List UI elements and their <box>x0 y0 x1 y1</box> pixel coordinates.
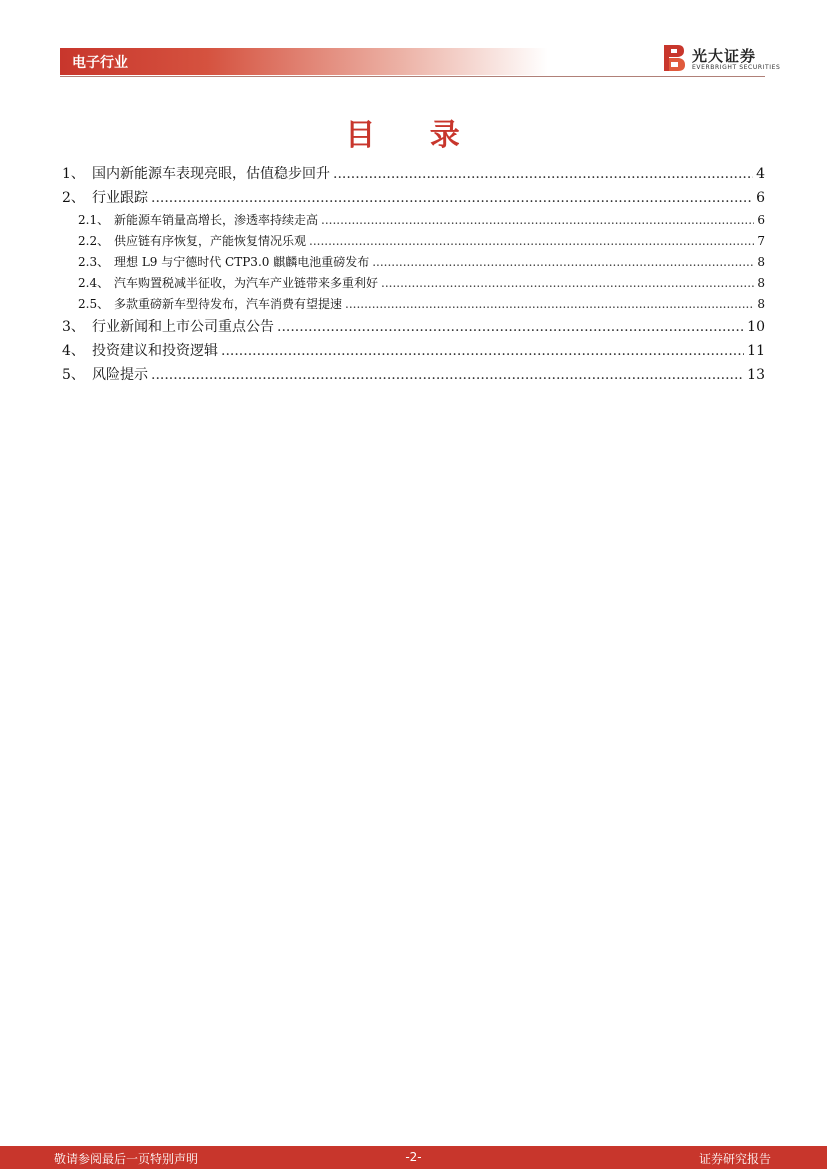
toc-entry-number: 3、 <box>62 319 85 335</box>
logo-subtitle: EVERBRIGHT SECURITIES <box>692 64 781 71</box>
toc-leader-dots <box>333 166 753 182</box>
toc-entry-title: 多款重磅新车型待发布，汽车消费有望提速 <box>114 297 343 311</box>
toc-entry-page: 13 <box>747 367 765 383</box>
toc-entry-page: 8 <box>757 255 765 269</box>
company-logo <box>662 44 781 74</box>
toc-leader-dots <box>151 367 744 383</box>
toc-entry-number: 2.1、 <box>78 213 110 227</box>
toc-entry-title: 投资建议和投资逻辑 <box>92 343 218 359</box>
toc-entry-page: 7 <box>757 234 765 248</box>
toc-subentry[interactable] <box>62 232 765 253</box>
toc-subentry[interactable] <box>62 211 765 232</box>
toc-entry-page: 6 <box>756 190 765 206</box>
toc-entry[interactable] <box>62 364 765 388</box>
footer-report-type: 证券研究报告 <box>698 1152 771 1166</box>
toc-subentry[interactable] <box>62 295 765 316</box>
toc-entry-title: 新能源车销量高增长，渗透率持续走高 <box>114 213 319 227</box>
footer-disclaimer: 敬请参阅最后一页特别声明 <box>54 1152 199 1166</box>
toc-entry[interactable] <box>62 187 765 211</box>
section-label: 电子行业 <box>72 55 128 71</box>
toc-entry-number: 2.4、 <box>78 276 110 290</box>
header-band <box>60 48 548 75</box>
toc-entry-number: 1、 <box>62 166 85 182</box>
page-number: -2- <box>405 1150 422 1164</box>
toc-entry[interactable] <box>62 340 765 364</box>
toc-entry-page: 11 <box>747 343 765 359</box>
toc-entry-number: 4、 <box>62 343 85 359</box>
header-divider <box>60 76 765 77</box>
toc-entry-title: 理想 L9 与宁德时代 CTP3.0 麒麟电池重磅发布 <box>114 255 370 269</box>
toc-entry-title: 汽车购置税减半征收，为汽车产业链带来多重利好 <box>114 276 379 290</box>
toc-entry-page: 8 <box>757 276 765 290</box>
toc-entry-number: 2.2、 <box>78 234 110 248</box>
toc-entry-title: 国内新能源车表现亮眼，估值稳步回升 <box>92 166 330 182</box>
table-of-contents <box>62 163 765 388</box>
toc-entry-number: 2、 <box>62 190 85 206</box>
toc-leader-dots <box>151 190 753 206</box>
toc-entry[interactable] <box>62 316 765 340</box>
toc-leader-dots <box>345 297 754 311</box>
toc-entry-title: 行业新闻和上市公司重点公告 <box>92 319 274 335</box>
toc-leader-dots <box>309 234 754 248</box>
page-footer <box>0 1146 827 1169</box>
toc-entry-page: 8 <box>757 297 765 311</box>
toc-subentry[interactable] <box>62 274 765 295</box>
toc-leader-dots <box>381 276 754 290</box>
toc-entry-page: 6 <box>757 213 765 227</box>
toc-entry[interactable] <box>62 163 765 187</box>
logo-name: 光大证券 <box>692 47 757 65</box>
toc-leader-dots <box>321 213 754 227</box>
toc-entry-number: 5、 <box>62 367 85 383</box>
toc-entry-title: 供应链有序恢复，产能恢复情况乐观 <box>114 234 307 248</box>
toc-entry-title: 行业跟踪 <box>92 190 148 206</box>
everbright-logo-icon <box>662 44 686 72</box>
toc-entry-number: 2.3、 <box>78 255 110 269</box>
toc-leader-dots <box>277 319 744 335</box>
toc-entry-title: 风险提示 <box>92 367 148 383</box>
toc-entry-page: 10 <box>747 319 765 335</box>
toc-entry-page: 4 <box>756 166 765 182</box>
toc-subentry[interactable] <box>62 253 765 274</box>
toc-leader-dots <box>221 343 744 359</box>
toc-entry-number: 2.5、 <box>78 297 110 311</box>
toc-leader-dots <box>372 255 754 269</box>
toc-title: 目 录 <box>345 118 482 153</box>
